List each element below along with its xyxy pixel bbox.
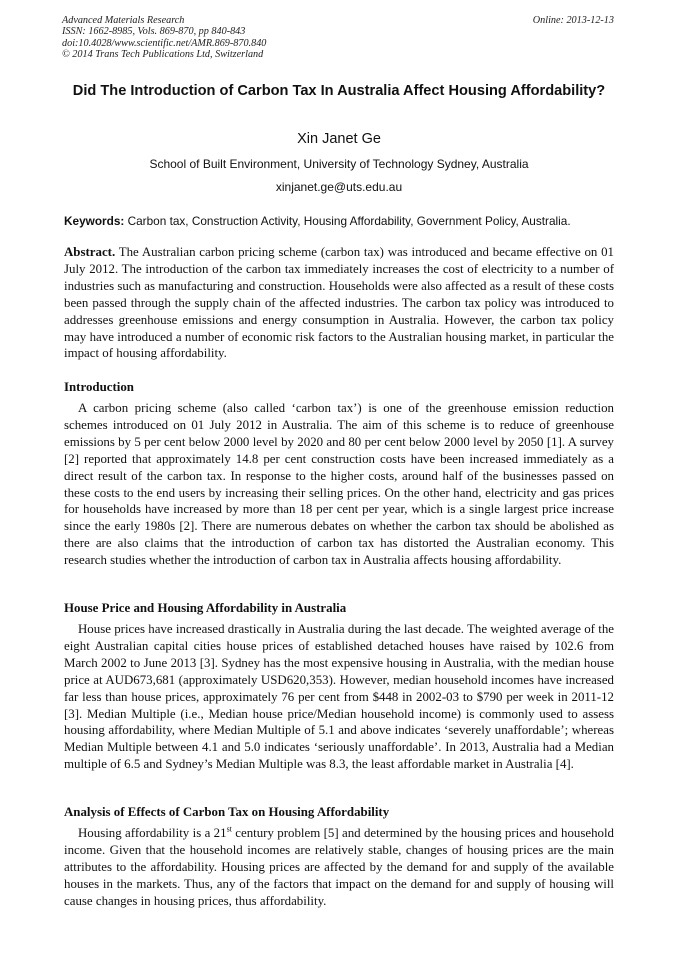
introduction-text: A carbon pricing scheme (also called ‘carbon tax’) is one of the greenhouse emission reduction schemes introduced on 01 July 2012 in Australia. The aim of this scheme is to reduce of greenhouse emissions by 5 per cent below 2000 level by 2020 and 80 per cent below 2000 level by 2050 [1]. A survey [2] reported that approximately 14.8 per cent construction costs have been increased immediately as a direct result of the carbon tax. In response to the higher costs, around half of the businesses passed on these costs to the end users by increasing their selling prices. On the other hand, electricity and gas prices for households have increased by more than 18 per cent per year, which is a single largest price increase since the early 1980s [2]. There are numerous debates on whether the carbon tax should be abolished as there are also claims that the introduction of carbon tax has distorted the Australian economy. This research studies whether the introduction of carbon tax in Australia affects housing affordability. <box>64 401 614 568</box>
section-heading-introduction: Introduction <box>64 380 134 394</box>
house-price-paragraph <box>64 621 614 773</box>
abstract <box>64 244 614 362</box>
analysis-text-post: century problem [5] and determined by the housing prices and household income. Given that the household incomes are relatively stable, changes of housing prices are the main attributes to the affordability. Housing prices are affected by the demand for and supply of the available houses in the markets. Thus, any of the factors that impact on the demand for and supply of housing will cause changes in housing prices, thus affordability. <box>64 826 614 908</box>
introduction-paragraph <box>64 400 614 569</box>
keywords <box>64 214 624 228</box>
author-email: xinjanet.ge@uts.edu.au <box>275 180 403 194</box>
analysis-paragraph <box>64 825 614 910</box>
ordinal-suffix: st <box>226 824 232 834</box>
keywords-label: Keywords: <box>64 214 125 228</box>
online-date: Online: 2013-12-13 <box>532 15 614 26</box>
abstract-label: Abstract. <box>64 245 116 259</box>
author-name: Xin Janet Ge <box>297 131 381 147</box>
abstract-text: The Australian carbon pricing scheme (carbon tax) was introduced and became effective on 01 July 2012. The introduction of the carbon tax immediately increases the cost of electricity to a number of industries such as manufacturing and construction. Households were also affected as a result of these costs been passed through the supply chain of the affected industries. The carbon tax policy was introduced to addresses greenhouse emissions and energy consumption in Australia. However, the carbon tax policy may have introduced a number of economic risk factors to the Australian housing market, in particular the impact of housing affordability. <box>64 245 614 361</box>
analysis-text-pre: Housing affordability is a 21 <box>78 826 227 840</box>
house-price-text: House prices have increased drastically in Australia during the last decade. The weighted average of the eight Australian capital cities house prices of established detached houses have raised by 102.6 from March 2002 to June 2013 [3]. Sydney has the most expensive housing in Australia, with the median house price at AUD673,681 (approximately USD620,353). However, median household incomes have increased far less than house prices, approximately 76 per cent from $448 in 2002-03 to $790 per week in 2011-12 [3]. Median Multiple (i.e., Median house price/Median household income) is commonly used to assess housing affordability, where Median Multiple of 5.1 and above indicates ‘severely unaffordable’; whereas Median Multiple between 4.1 and 5.0 indicates ‘seriously unaffordable’. In 2013, Australia had a Median multiple of 6.5 and Sydney’s Median Multiple was 8.3, the least affordable market in Australia [4]. <box>64 622 614 772</box>
journal-name: Advanced Materials Research <box>62 15 185 26</box>
doi-line: doi:10.4028/www.scientific.net/AMR.869-870.840 <box>62 37 267 49</box>
author-affiliation: School of Built Environment, University of Technology Sydney, Australia <box>149 157 529 171</box>
keywords-text: Carbon tax, Construction Activity, Housing Affordability, Government Policy, Australia. <box>127 214 571 228</box>
copyright-line: © 2014 Trans Tech Publications Ltd, Switzerland <box>62 49 264 61</box>
paper-title: Did The Introduction of Carbon Tax In Australia Affect Housing Affordability? <box>72 83 606 99</box>
section-heading-analysis: Analysis of Effects of Carbon Tax on Housing Affordability <box>64 805 390 819</box>
issn-line: ISSN: 1662-8985, Vols. 869-870, pp 840-843 <box>62 26 246 38</box>
section-heading-house-price: House Price and Housing Affordability in Australia <box>64 601 347 615</box>
journal-metadata <box>62 15 266 61</box>
